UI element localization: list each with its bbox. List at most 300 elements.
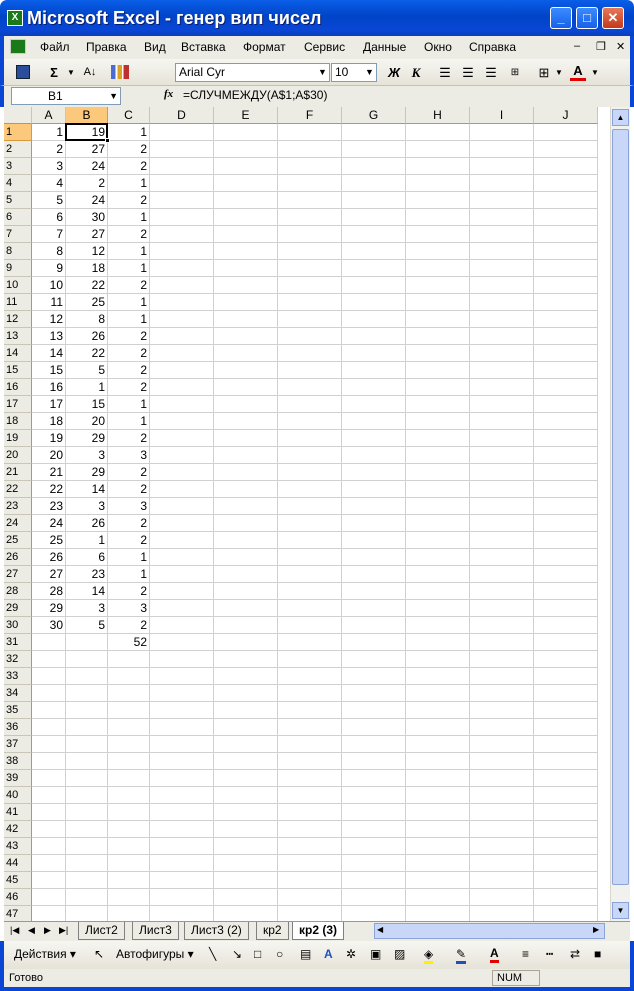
cell-a46[interactable]: [32, 889, 66, 906]
chart-wizard-icon[interactable]: [109, 64, 131, 81]
cell-c47[interactable]: [108, 906, 150, 921]
cell-c23[interactable]: 3: [108, 498, 150, 515]
cell-a10[interactable]: 10: [32, 277, 66, 294]
cell-g46[interactable]: [342, 889, 406, 906]
cell-h44[interactable]: [406, 855, 470, 872]
formula-input[interactable]: =СЛУЧМЕЖДУ(A$1;A$30): [183, 88, 328, 102]
cell-a44[interactable]: [32, 855, 66, 872]
cell-d37[interactable]: [150, 736, 214, 753]
row-header[interactable]: 39: [4, 770, 32, 787]
cell-h9[interactable]: [406, 260, 470, 277]
cell-d36[interactable]: [150, 719, 214, 736]
cell-i22[interactable]: [470, 481, 534, 498]
minimize-button[interactable]: _: [550, 7, 572, 29]
cell-b29[interactable]: 3: [66, 600, 108, 617]
cell-f3[interactable]: [278, 158, 342, 175]
cell-e24[interactable]: [214, 515, 278, 532]
row-header[interactable]: 44: [4, 855, 32, 872]
row-header[interactable]: 28: [4, 583, 32, 600]
menu-window[interactable]: Окно: [424, 40, 452, 54]
cell-a33[interactable]: [32, 668, 66, 685]
cell-e44[interactable]: [214, 855, 278, 872]
clipart-icon[interactable]: ▣: [370, 947, 382, 961]
cell-f16[interactable]: [278, 379, 342, 396]
diagram-icon[interactable]: ✲: [346, 947, 357, 961]
row-header[interactable]: 3: [4, 158, 32, 175]
cell-a17[interactable]: 17: [32, 396, 66, 413]
cell-e32[interactable]: [214, 651, 278, 668]
menu-insert[interactable]: Вставка: [181, 40, 226, 54]
cell-g47[interactable]: [342, 906, 406, 921]
cell-a21[interactable]: 21: [32, 464, 66, 481]
cell-h16[interactable]: [406, 379, 470, 396]
cell-a19[interactable]: 19: [32, 430, 66, 447]
cell-i27[interactable]: [470, 566, 534, 583]
cell-g18[interactable]: [342, 413, 406, 430]
cell-c20[interactable]: 3: [108, 447, 150, 464]
cell-g24[interactable]: [342, 515, 406, 532]
cell-j16[interactable]: [534, 379, 598, 396]
cell-b34[interactable]: [66, 685, 108, 702]
cell-h19[interactable]: [406, 430, 470, 447]
cell-g19[interactable]: [342, 430, 406, 447]
cell-b17[interactable]: 15: [66, 396, 108, 413]
cell-h14[interactable]: [406, 345, 470, 362]
cell-g40[interactable]: [342, 787, 406, 804]
select-all-corner[interactable]: [4, 107, 32, 124]
cell-f8[interactable]: [278, 243, 342, 260]
cell-c39[interactable]: [108, 770, 150, 787]
cell-f25[interactable]: [278, 532, 342, 549]
cell-j13[interactable]: [534, 328, 598, 345]
horizontal-scrollbar[interactable]: [374, 923, 605, 939]
row-header[interactable]: 14: [4, 345, 32, 362]
row-header[interactable]: 30: [4, 617, 32, 634]
cell-e47[interactable]: [214, 906, 278, 921]
cell-j18[interactable]: [534, 413, 598, 430]
row-header[interactable]: 41: [4, 804, 32, 821]
cell-b2[interactable]: 27: [66, 141, 108, 158]
cell-i31[interactable]: [470, 634, 534, 651]
cell-i21[interactable]: [470, 464, 534, 481]
cell-f31[interactable]: [278, 634, 342, 651]
cell-j9[interactable]: [534, 260, 598, 277]
cell-c4[interactable]: 1: [108, 175, 150, 192]
cell-a29[interactable]: 29: [32, 600, 66, 617]
cell-i28[interactable]: [470, 583, 534, 600]
cell-a24[interactable]: 24: [32, 515, 66, 532]
cell-f5[interactable]: [278, 192, 342, 209]
cell-b15[interactable]: 5: [66, 362, 108, 379]
cell-d34[interactable]: [150, 685, 214, 702]
doc-minimize-button[interactable]: –: [574, 40, 581, 52]
cell-h37[interactable]: [406, 736, 470, 753]
cell-c32[interactable]: [108, 651, 150, 668]
cell-b25[interactable]: 1: [66, 532, 108, 549]
cell-a12[interactable]: 12: [32, 311, 66, 328]
cell-i41[interactable]: [470, 804, 534, 821]
doc-close-button[interactable]: ✕: [616, 41, 626, 53]
menu-help[interactable]: Справка: [469, 40, 517, 54]
cell-g10[interactable]: [342, 277, 406, 294]
cell-a36[interactable]: [32, 719, 66, 736]
cell-i42[interactable]: [470, 821, 534, 838]
sheet-tab[interactable]: Лист2: [78, 922, 125, 940]
cell-a31[interactable]: [32, 634, 66, 651]
cell-i39[interactable]: [470, 770, 534, 787]
cell-a2[interactable]: 2: [32, 141, 66, 158]
cell-g21[interactable]: [342, 464, 406, 481]
cell-j11[interactable]: [534, 294, 598, 311]
cell-d2[interactable]: [150, 141, 214, 158]
cell-d43[interactable]: [150, 838, 214, 855]
cell-j5[interactable]: [534, 192, 598, 209]
cell-d5[interactable]: [150, 192, 214, 209]
cell-a37[interactable]: [32, 736, 66, 753]
cell-b22[interactable]: 14: [66, 481, 108, 498]
cell-b30[interactable]: 5: [66, 617, 108, 634]
cell-d29[interactable]: [150, 600, 214, 617]
cell-c22[interactable]: 2: [108, 481, 150, 498]
cell-f7[interactable]: [278, 226, 342, 243]
cell-i26[interactable]: [470, 549, 534, 566]
column-header-e[interactable]: E: [214, 107, 278, 124]
cell-i32[interactable]: [470, 651, 534, 668]
cell-d22[interactable]: [150, 481, 214, 498]
cell-f27[interactable]: [278, 566, 342, 583]
cell-i6[interactable]: [470, 209, 534, 226]
cell-j15[interactable]: [534, 362, 598, 379]
cell-h41[interactable]: [406, 804, 470, 821]
cell-d44[interactable]: [150, 855, 214, 872]
menu-view[interactable]: Вид: [144, 40, 166, 54]
row-header[interactable]: 15: [4, 362, 32, 379]
font-color-button[interactable]: A: [570, 64, 586, 81]
cell-i44[interactable]: [470, 855, 534, 872]
cell-j6[interactable]: [534, 209, 598, 226]
cell-d33[interactable]: [150, 668, 214, 685]
scroll-thumb[interactable]: [612, 129, 629, 885]
next-sheet-icon[interactable]: ▶: [44, 925, 51, 935]
cell-i37[interactable]: [470, 736, 534, 753]
chevron-down-icon[interactable]: ▼: [318, 67, 327, 77]
cell-e14[interactable]: [214, 345, 278, 362]
row-header[interactable]: 1: [4, 124, 32, 141]
cell-h42[interactable]: [406, 821, 470, 838]
cell-a22[interactable]: 22: [32, 481, 66, 498]
cell-e23[interactable]: [214, 498, 278, 515]
cell-a45[interactable]: [32, 872, 66, 889]
cell-b39[interactable]: [66, 770, 108, 787]
cell-e28[interactable]: [214, 583, 278, 600]
cell-h3[interactable]: [406, 158, 470, 175]
cell-i14[interactable]: [470, 345, 534, 362]
cell-g38[interactable]: [342, 753, 406, 770]
cell-i2[interactable]: [470, 141, 534, 158]
cell-i35[interactable]: [470, 702, 534, 719]
cell-f23[interactable]: [278, 498, 342, 515]
excel-app-icon[interactable]: X: [7, 10, 23, 26]
row-header[interactable]: 36: [4, 719, 32, 736]
cell-e33[interactable]: [214, 668, 278, 685]
cell-b45[interactable]: [66, 872, 108, 889]
cell-j14[interactable]: [534, 345, 598, 362]
cell-h33[interactable]: [406, 668, 470, 685]
cell-f15[interactable]: [278, 362, 342, 379]
row-header[interactable]: 37: [4, 736, 32, 753]
cell-d3[interactable]: [150, 158, 214, 175]
cell-b37[interactable]: [66, 736, 108, 753]
cell-j44[interactable]: [534, 855, 598, 872]
row-header[interactable]: 23: [4, 498, 32, 515]
font-color-dropdown-icon[interactable]: ▼: [591, 68, 599, 77]
cell-g1[interactable]: [342, 124, 406, 141]
cell-b40[interactable]: [66, 787, 108, 804]
cell-b6[interactable]: 30: [66, 209, 108, 226]
row-header[interactable]: 7: [4, 226, 32, 243]
cell-h20[interactable]: [406, 447, 470, 464]
row-header[interactable]: 40: [4, 787, 32, 804]
cell-b19[interactable]: 29: [66, 430, 108, 447]
cell-b24[interactable]: 26: [66, 515, 108, 532]
cell-h38[interactable]: [406, 753, 470, 770]
cell-d18[interactable]: [150, 413, 214, 430]
sheet-tab[interactable]: Лист3: [132, 922, 179, 940]
autoshapes-menu[interactable]: Автофигуры ▾: [116, 947, 194, 961]
cell-j23[interactable]: [534, 498, 598, 515]
row-header[interactable]: 42: [4, 821, 32, 838]
cell-f4[interactable]: [278, 175, 342, 192]
cell-d17[interactable]: [150, 396, 214, 413]
cell-i12[interactable]: [470, 311, 534, 328]
cell-d28[interactable]: [150, 583, 214, 600]
cell-d16[interactable]: [150, 379, 214, 396]
select-objects-icon[interactable]: ↖: [94, 947, 105, 961]
cell-b27[interactable]: 23: [66, 566, 108, 583]
cell-i36[interactable]: [470, 719, 534, 736]
cell-c19[interactable]: 2: [108, 430, 150, 447]
cell-f12[interactable]: [278, 311, 342, 328]
cell-i4[interactable]: [470, 175, 534, 192]
cell-e43[interactable]: [214, 838, 278, 855]
dash-style-icon[interactable]: ┅: [546, 947, 554, 961]
cell-e35[interactable]: [214, 702, 278, 719]
cell-c44[interactable]: [108, 855, 150, 872]
column-header-h[interactable]: H: [406, 107, 470, 124]
cell-c9[interactable]: 1: [108, 260, 150, 277]
cell-d21[interactable]: [150, 464, 214, 481]
cell-f14[interactable]: [278, 345, 342, 362]
cell-a30[interactable]: 30: [32, 617, 66, 634]
cell-g16[interactable]: [342, 379, 406, 396]
cell-i20[interactable]: [470, 447, 534, 464]
cell-h26[interactable]: [406, 549, 470, 566]
sheet-tab[interactable]: Лист3 (2): [184, 922, 249, 940]
menu-data[interactable]: Данные: [363, 40, 407, 54]
cell-i9[interactable]: [470, 260, 534, 277]
cell-i30[interactable]: [470, 617, 534, 634]
cell-e15[interactable]: [214, 362, 278, 379]
cell-a11[interactable]: 11: [32, 294, 66, 311]
cell-f37[interactable]: [278, 736, 342, 753]
row-header[interactable]: 20: [4, 447, 32, 464]
cell-c28[interactable]: 2: [108, 583, 150, 600]
cell-j10[interactable]: [534, 277, 598, 294]
cell-d27[interactable]: [150, 566, 214, 583]
cell-b13[interactable]: 26: [66, 328, 108, 345]
autosum-dropdown-icon[interactable]: ▼: [67, 68, 75, 77]
menu-tools[interactable]: Сервис: [304, 40, 346, 54]
align-left-icon[interactable]: ☰: [439, 65, 451, 80]
cell-i17[interactable]: [470, 396, 534, 413]
cell-f18[interactable]: [278, 413, 342, 430]
cell-i34[interactable]: [470, 685, 534, 702]
draw-font-color-button[interactable]: A: [490, 947, 499, 963]
cell-a3[interactable]: 3: [32, 158, 66, 175]
column-header-a[interactable]: A: [32, 107, 66, 124]
cell-g14[interactable]: [342, 345, 406, 362]
cell-c25[interactable]: 2: [108, 532, 150, 549]
maximize-button[interactable]: □: [576, 7, 598, 29]
cell-h5[interactable]: [406, 192, 470, 209]
row-header[interactable]: 13: [4, 328, 32, 345]
cell-j46[interactable]: [534, 889, 598, 906]
cell-e38[interactable]: [214, 753, 278, 770]
cell-f9[interactable]: [278, 260, 342, 277]
cell-e41[interactable]: [214, 804, 278, 821]
cell-j20[interactable]: [534, 447, 598, 464]
chevron-down-icon[interactable]: ▼: [109, 91, 118, 101]
cell-e2[interactable]: [214, 141, 278, 158]
align-center-icon[interactable]: ☰: [462, 65, 474, 80]
cell-g22[interactable]: [342, 481, 406, 498]
cell-b9[interactable]: 18: [66, 260, 108, 277]
cell-h1[interactable]: [406, 124, 470, 141]
cell-f38[interactable]: [278, 753, 342, 770]
cell-h31[interactable]: [406, 634, 470, 651]
cell-e21[interactable]: [214, 464, 278, 481]
cell-i13[interactable]: [470, 328, 534, 345]
cell-e8[interactable]: [214, 243, 278, 260]
cell-h22[interactable]: [406, 481, 470, 498]
prev-sheet-icon[interactable]: ◀: [28, 925, 35, 935]
cell-f26[interactable]: [278, 549, 342, 566]
cell-c45[interactable]: [108, 872, 150, 889]
cell-g23[interactable]: [342, 498, 406, 515]
cell-j26[interactable]: [534, 549, 598, 566]
cell-b35[interactable]: [66, 702, 108, 719]
cell-f46[interactable]: [278, 889, 342, 906]
cell-c12[interactable]: 1: [108, 311, 150, 328]
cell-e10[interactable]: [214, 277, 278, 294]
cell-a16[interactable]: 16: [32, 379, 66, 396]
wordart-icon[interactable]: A: [324, 947, 333, 961]
cell-d6[interactable]: [150, 209, 214, 226]
close-button[interactable]: ✕: [602, 7, 624, 29]
cell-h32[interactable]: [406, 651, 470, 668]
cell-f35[interactable]: [278, 702, 342, 719]
row-header[interactable]: 6: [4, 209, 32, 226]
cell-e20[interactable]: [214, 447, 278, 464]
cell-c15[interactable]: 2: [108, 362, 150, 379]
cell-h36[interactable]: [406, 719, 470, 736]
scroll-down-icon[interactable]: ▼: [612, 902, 629, 919]
cell-h34[interactable]: [406, 685, 470, 702]
cell-i11[interactable]: [470, 294, 534, 311]
cell-g39[interactable]: [342, 770, 406, 787]
cell-j32[interactable]: [534, 651, 598, 668]
cell-j1[interactable]: [534, 124, 598, 141]
cell-f29[interactable]: [278, 600, 342, 617]
cell-b28[interactable]: 14: [66, 583, 108, 600]
cell-d26[interactable]: [150, 549, 214, 566]
arrow-icon[interactable]: ↘: [232, 947, 243, 961]
cell-b8[interactable]: 12: [66, 243, 108, 260]
cell-e17[interactable]: [214, 396, 278, 413]
cell-c21[interactable]: 2: [108, 464, 150, 481]
cell-e4[interactable]: [214, 175, 278, 192]
cell-e36[interactable]: [214, 719, 278, 736]
cell-j8[interactable]: [534, 243, 598, 260]
cell-g26[interactable]: [342, 549, 406, 566]
doc-restore-button[interactable]: ❐: [596, 41, 606, 53]
cell-f44[interactable]: [278, 855, 342, 872]
cell-c36[interactable]: [108, 719, 150, 736]
cell-d24[interactable]: [150, 515, 214, 532]
cell-c7[interactable]: 2: [108, 226, 150, 243]
cell-g35[interactable]: [342, 702, 406, 719]
row-header[interactable]: 10: [4, 277, 32, 294]
cell-e12[interactable]: [214, 311, 278, 328]
cell-d1[interactable]: [150, 124, 214, 141]
cell-b11[interactable]: 25: [66, 294, 108, 311]
cell-f36[interactable]: [278, 719, 342, 736]
cell-b7[interactable]: 27: [66, 226, 108, 243]
row-header[interactable]: 45: [4, 872, 32, 889]
cell-g12[interactable]: [342, 311, 406, 328]
line-icon[interactable]: ╲: [209, 947, 217, 961]
cell-h10[interactable]: [406, 277, 470, 294]
cell-h7[interactable]: [406, 226, 470, 243]
cell-h28[interactable]: [406, 583, 470, 600]
cell-b1[interactable]: 19: [66, 124, 108, 141]
textbox-icon[interactable]: ▤: [300, 947, 312, 961]
shadow-icon[interactable]: ■: [594, 947, 602, 961]
column-header-c[interactable]: C: [108, 107, 150, 124]
save-icon[interactable]: [14, 64, 32, 81]
cell-h43[interactable]: [406, 838, 470, 855]
cell-e45[interactable]: [214, 872, 278, 889]
cell-a20[interactable]: 20: [32, 447, 66, 464]
row-header[interactable]: 47: [4, 906, 32, 921]
cell-g28[interactable]: [342, 583, 406, 600]
cell-b16[interactable]: 1: [66, 379, 108, 396]
cell-j28[interactable]: [534, 583, 598, 600]
cell-g8[interactable]: [342, 243, 406, 260]
cell-c10[interactable]: 2: [108, 277, 150, 294]
cell-j4[interactable]: [534, 175, 598, 192]
cell-c14[interactable]: 2: [108, 345, 150, 362]
cell-h2[interactable]: [406, 141, 470, 158]
row-header[interactable]: 24: [4, 515, 32, 532]
cell-h23[interactable]: [406, 498, 470, 515]
cell-d47[interactable]: [150, 906, 214, 921]
worksheet-grid[interactable]: [4, 107, 610, 921]
cell-j30[interactable]: [534, 617, 598, 634]
menu-format[interactable]: Формат: [243, 40, 286, 54]
borders-icon[interactable]: ⊞: [538, 65, 550, 80]
row-header[interactable]: 16: [4, 379, 32, 396]
